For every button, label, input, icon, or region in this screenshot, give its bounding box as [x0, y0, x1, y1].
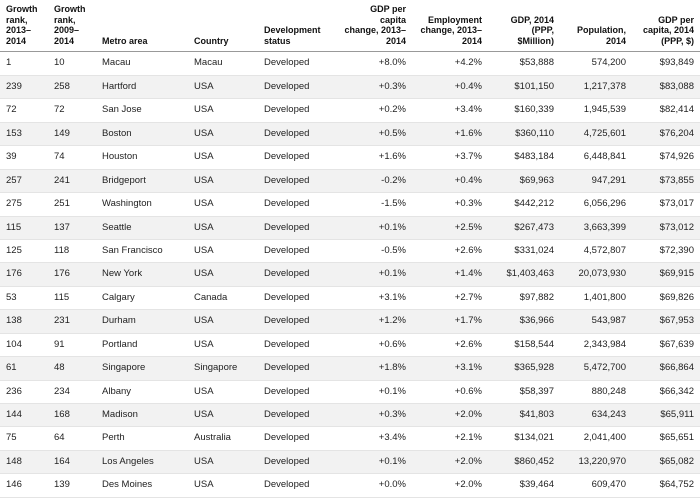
table-cell: $39,464: [488, 474, 560, 497]
table-cell: $76,204: [632, 122, 700, 145]
table-cell: 125: [0, 239, 48, 262]
table-cell: Developed: [258, 263, 338, 286]
table-cell: +1.7%: [412, 310, 488, 333]
table-cell: +0.3%: [338, 404, 412, 427]
table-cell: Developed: [258, 404, 338, 427]
table-row: [0, 310, 700, 333]
table-row: [0, 75, 700, 98]
table-cell: USA: [188, 450, 258, 473]
table-cell: +0.6%: [338, 333, 412, 356]
table-row: [0, 286, 700, 309]
table-cell: +3.4%: [338, 427, 412, 450]
table-cell: Developed: [258, 99, 338, 122]
table-cell: +0.0%: [338, 474, 412, 497]
table-row: [0, 193, 700, 216]
table-cell: +0.1%: [338, 380, 412, 403]
table-cell: Singapore: [96, 357, 188, 380]
table-cell: 239: [0, 75, 48, 98]
table-cell: Los Angeles: [96, 450, 188, 473]
table-cell: Developed: [258, 193, 338, 216]
table-cell: Portland: [96, 333, 188, 356]
table-cell: -0.2%: [338, 169, 412, 192]
table-cell: $72,390: [632, 239, 700, 262]
table-cell: 39: [0, 146, 48, 169]
table-cell: +2.0%: [412, 450, 488, 473]
table-cell: 61: [0, 357, 48, 380]
table-cell: USA: [188, 193, 258, 216]
table-cell: +2.5%: [412, 216, 488, 239]
table-cell: $442,212: [488, 193, 560, 216]
table-row: [0, 216, 700, 239]
table-row: [0, 333, 700, 356]
table-header: [0, 0, 700, 52]
table-cell: USA: [188, 146, 258, 169]
table-cell: USA: [188, 380, 258, 403]
table-cell: 10: [48, 52, 96, 75]
table-cell: Singapore: [188, 357, 258, 380]
table-cell: $73,855: [632, 169, 700, 192]
table-row: [0, 450, 700, 473]
table-cell: $69,915: [632, 263, 700, 286]
table-cell: -0.5%: [338, 239, 412, 262]
table-cell: Durham: [96, 310, 188, 333]
table-cell: Developed: [258, 450, 338, 473]
table-cell: +0.4%: [412, 169, 488, 192]
table-cell: +2.6%: [412, 239, 488, 262]
table-cell: 258: [48, 75, 96, 98]
table-row: [0, 427, 700, 450]
table-cell: +4.2%: [412, 52, 488, 75]
table-cell: Bridgeport: [96, 169, 188, 192]
table-row: [0, 357, 700, 380]
table-cell: Developed: [258, 75, 338, 98]
table-cell: Macau: [188, 52, 258, 75]
table-cell: Australia: [188, 427, 258, 450]
table-cell: Developed: [258, 357, 338, 380]
table-cell: San Francisco: [96, 239, 188, 262]
table-cell: +1.6%: [412, 122, 488, 145]
table-cell: Developed: [258, 474, 338, 497]
table-cell: 176: [48, 263, 96, 286]
table-cell: 1,945,539: [560, 99, 632, 122]
table-cell: Developed: [258, 380, 338, 403]
table-cell: USA: [188, 263, 258, 286]
table-cell: +2.0%: [412, 474, 488, 497]
table-cell: USA: [188, 239, 258, 262]
table-cell: 251: [48, 193, 96, 216]
table-cell: 115: [0, 216, 48, 239]
table-cell: 146: [0, 474, 48, 497]
table-cell: 168: [48, 404, 96, 427]
column-header-population-2014[interactable]: Population, 2014: [560, 0, 632, 52]
table-row: [0, 380, 700, 403]
table-cell: USA: [188, 122, 258, 145]
table-cell: $69,963: [488, 169, 560, 192]
table-cell: Developed: [258, 239, 338, 262]
table-cell: $158,544: [488, 333, 560, 356]
table-cell: San Jose: [96, 99, 188, 122]
table-cell: 153: [0, 122, 48, 145]
table-cell: +3.4%: [412, 99, 488, 122]
table-cell: 118: [48, 239, 96, 262]
table-cell: $65,651: [632, 427, 700, 450]
table-cell: +0.4%: [412, 75, 488, 98]
table-cell: $267,473: [488, 216, 560, 239]
table-row: [0, 263, 700, 286]
table-cell: $66,864: [632, 357, 700, 380]
table-cell: Hartford: [96, 75, 188, 98]
table-cell: 2,041,400: [560, 427, 632, 450]
table-cell: +0.5%: [338, 122, 412, 145]
table-cell: Developed: [258, 333, 338, 356]
table-cell: Albany: [96, 380, 188, 403]
table-cell: $360,110: [488, 122, 560, 145]
column-header-growth-rank-2009-2014[interactable]: Growth rank, 2009–2014: [48, 0, 96, 52]
table-cell: +0.1%: [338, 450, 412, 473]
column-header-metro-area[interactable]: Metro area: [96, 0, 188, 52]
table-cell: Des Moines: [96, 474, 188, 497]
table-cell: USA: [188, 75, 258, 98]
table-cell: $483,184: [488, 146, 560, 169]
column-header-development-status[interactable]: Development status: [258, 0, 338, 52]
table-cell: 6,448,841: [560, 146, 632, 169]
table-cell: $1,403,463: [488, 263, 560, 286]
table-cell: $101,150: [488, 75, 560, 98]
table-cell: +0.1%: [338, 263, 412, 286]
table-cell: Boston: [96, 122, 188, 145]
table-cell: $331,024: [488, 239, 560, 262]
table-cell: 880,248: [560, 380, 632, 403]
table-cell: $160,339: [488, 99, 560, 122]
table-cell: USA: [188, 333, 258, 356]
column-header-growth-rank-2013-2014[interactable]: Growth rank, 2013–2014: [0, 0, 48, 52]
table-cell: Washington: [96, 193, 188, 216]
table-cell: 609,470: [560, 474, 632, 497]
table-cell: -1.5%: [338, 193, 412, 216]
table-cell: Developed: [258, 310, 338, 333]
table-cell: +1.6%: [338, 146, 412, 169]
table-cell: +3.1%: [338, 286, 412, 309]
table-cell: $53,888: [488, 52, 560, 75]
table-row: [0, 99, 700, 122]
table-cell: Macau: [96, 52, 188, 75]
table-cell: +2.1%: [412, 427, 488, 450]
table-cell: 1: [0, 52, 48, 75]
table-cell: 48: [48, 357, 96, 380]
table-row: [0, 474, 700, 497]
table-cell: 164: [48, 450, 96, 473]
table-cell: 231: [48, 310, 96, 333]
table-cell: $73,017: [632, 193, 700, 216]
table-cell: $74,926: [632, 146, 700, 169]
table-cell: Calgary: [96, 286, 188, 309]
table-cell: +2.0%: [412, 404, 488, 427]
table-cell: USA: [188, 169, 258, 192]
table-row: [0, 122, 700, 145]
table-cell: Developed: [258, 427, 338, 450]
table-cell: 947,291: [560, 169, 632, 192]
column-header-gdp-2014[interactable]: GDP, 2014 (PPP, $Million): [488, 0, 560, 52]
table-cell: +3.1%: [412, 357, 488, 380]
table-cell: Developed: [258, 52, 338, 75]
table-row: [0, 404, 700, 427]
table-cell: +2.6%: [412, 333, 488, 356]
table-cell: 4,572,807: [560, 239, 632, 262]
table-cell: $860,452: [488, 450, 560, 473]
table-cell: $66,342: [632, 380, 700, 403]
table-cell: 53: [0, 286, 48, 309]
table-row: [0, 239, 700, 262]
table-cell: 2,343,984: [560, 333, 632, 356]
table-cell: 236: [0, 380, 48, 403]
table-cell: 6,056,296: [560, 193, 632, 216]
table-cell: 64: [48, 427, 96, 450]
column-header-gdp-per-capita-2014[interactable]: GDP per capita, 2014 (PPP, $): [632, 0, 700, 52]
table-cell: Developed: [258, 286, 338, 309]
header-row: [0, 0, 700, 52]
table-cell: USA: [188, 216, 258, 239]
table-cell: +1.8%: [338, 357, 412, 380]
table-cell: 176: [0, 263, 48, 286]
table-cell: Seattle: [96, 216, 188, 239]
column-header-country[interactable]: Country: [188, 0, 258, 52]
table-cell: 115: [48, 286, 96, 309]
table-cell: +1.4%: [412, 263, 488, 286]
table-cell: Developed: [258, 169, 338, 192]
table-cell: $365,928: [488, 357, 560, 380]
table-cell: 5,472,700: [560, 357, 632, 380]
table-cell: $58,397: [488, 380, 560, 403]
table-cell: $97,882: [488, 286, 560, 309]
table-cell: 257: [0, 169, 48, 192]
table-cell: USA: [188, 310, 258, 333]
table-cell: 234: [48, 380, 96, 403]
table-row: [0, 52, 700, 75]
table-cell: $73,012: [632, 216, 700, 239]
table-row: [0, 146, 700, 169]
table-cell: Developed: [258, 122, 338, 145]
table-cell: Canada: [188, 286, 258, 309]
table-cell: $65,082: [632, 450, 700, 473]
table-cell: +3.7%: [412, 146, 488, 169]
column-header-employment-change[interactable]: Employment change, 2013–2014: [412, 0, 488, 52]
table-cell: +8.0%: [338, 52, 412, 75]
table-cell: $41,803: [488, 404, 560, 427]
table-cell: $65,911: [632, 404, 700, 427]
column-header-gdp-per-capita-change[interactable]: GDP per capita change, 2013–2014: [338, 0, 412, 52]
table-cell: 3,663,399: [560, 216, 632, 239]
table-cell: 543,987: [560, 310, 632, 333]
table-cell: 75: [0, 427, 48, 450]
table-cell: 72: [0, 99, 48, 122]
table-cell: 241: [48, 169, 96, 192]
table-cell: 1,217,378: [560, 75, 632, 98]
table-row: [0, 169, 700, 192]
table-cell: 20,073,930: [560, 263, 632, 286]
table-cell: $36,966: [488, 310, 560, 333]
table-cell: 144: [0, 404, 48, 427]
table-cell: 104: [0, 333, 48, 356]
table-cell: +0.3%: [412, 193, 488, 216]
table-cell: 137: [48, 216, 96, 239]
table-cell: 91: [48, 333, 96, 356]
table-cell: Developed: [258, 216, 338, 239]
table-cell: $67,639: [632, 333, 700, 356]
table-cell: 72: [48, 99, 96, 122]
table-cell: Madison: [96, 404, 188, 427]
table-cell: 148: [0, 450, 48, 473]
table-cell: $83,088: [632, 75, 700, 98]
table-cell: +0.2%: [338, 99, 412, 122]
table-cell: USA: [188, 474, 258, 497]
table-cell: +0.6%: [412, 380, 488, 403]
table-cell: $82,414: [632, 99, 700, 122]
table-cell: +2.7%: [412, 286, 488, 309]
table-cell: 275: [0, 193, 48, 216]
table-cell: Developed: [258, 146, 338, 169]
table-cell: 13,220,970: [560, 450, 632, 473]
table-cell: $69,826: [632, 286, 700, 309]
table-cell: 1,401,800: [560, 286, 632, 309]
table-cell: 634,243: [560, 404, 632, 427]
table-cell: Houston: [96, 146, 188, 169]
table-cell: USA: [188, 99, 258, 122]
table-cell: USA: [188, 404, 258, 427]
table-cell: 574,200: [560, 52, 632, 75]
table-body: [0, 52, 700, 497]
table-cell: $67,953: [632, 310, 700, 333]
table-cell: New York: [96, 263, 188, 286]
table-cell: +0.3%: [338, 75, 412, 98]
table-cell: 74: [48, 146, 96, 169]
table-cell: +1.2%: [338, 310, 412, 333]
table-cell: 138: [0, 310, 48, 333]
table-cell: $93,849: [632, 52, 700, 75]
table-cell: +0.1%: [338, 216, 412, 239]
table-cell: 4,725,601: [560, 122, 632, 145]
table-cell: $64,752: [632, 474, 700, 497]
table-cell: 139: [48, 474, 96, 497]
table-cell: $134,021: [488, 427, 560, 450]
table-cell: 149: [48, 122, 96, 145]
table-cell: Perth: [96, 427, 188, 450]
